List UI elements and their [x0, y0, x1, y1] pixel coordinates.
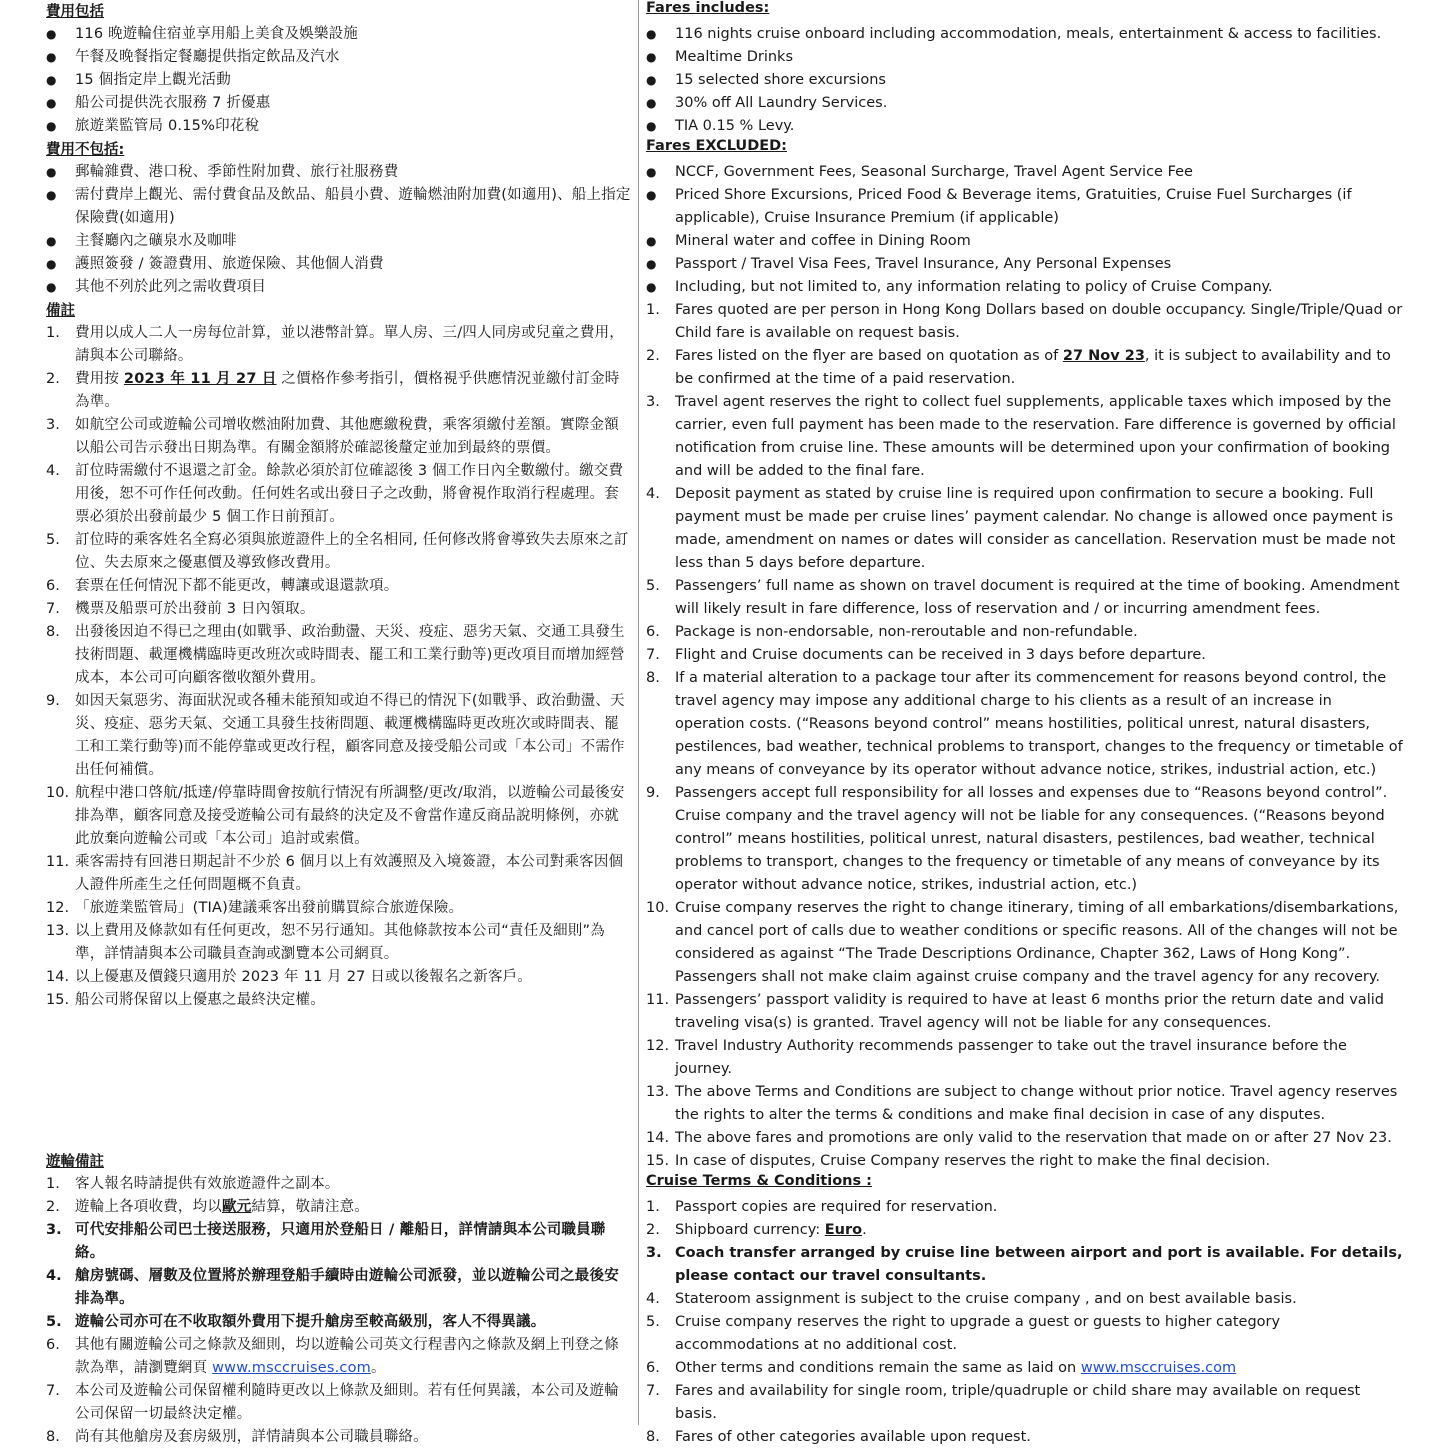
- reference-date: 2023 年 11 月 27 日: [123, 371, 277, 387]
- cruise-terms-heading-en: Cruise Terms & Conditions :: [646, 1173, 872, 1189]
- cruise-item: 3. 可代安排船公司巴士接送服務，只適用於登船日 / 離船日，詳情請與本公司職員聯絡。: [46, 1219, 632, 1265]
- currency-euro-zh: 歐元: [222, 1199, 252, 1215]
- item-number: 5.: [646, 578, 660, 594]
- cruise-item: 5. Cruise company reserves the right to upgrade a guest or guests to higher category accommodations at no additional cost.: [646, 1311, 1406, 1357]
- bullet-icon: ●: [646, 280, 657, 294]
- item-number: 10.: [46, 785, 70, 801]
- bullet-icon: ●: [46, 188, 57, 202]
- numbered-item: 4. 訂位時需繳付不退還之訂金。餘款必須於訂位確認後 3 個工作日內全數繳付。繳交費用後，恕不可作任何改動。任何姓名或出發日子之改動，將會視作取消行程處理。套票必須於出發前最少 5 個工作日前預訂。: [46, 460, 632, 529]
- bullet-icon: ●: [46, 50, 57, 64]
- numbered-item: 4. Deposit payment as stated by cruise line is required upon confirmation to secure a booking. Full payment must be made per cruise lines’ payment calendar. No change is allowed once payment is made, amendment on names or dates will consider as cancellation. Reservation must be made not less than 5 days before departure.: [646, 483, 1406, 575]
- item-number: 6.: [46, 578, 60, 594]
- item-number: 5.: [646, 1314, 660, 1330]
- item-number: 14.: [46, 969, 70, 985]
- numbered-item: 12. Travel Industry Authority recommends passenger to take out the travel insurance before the journey.: [646, 1035, 1406, 1081]
- item-number: 11.: [46, 854, 70, 870]
- item-number: 7.: [46, 1383, 60, 1399]
- item-number: 14.: [646, 1130, 670, 1146]
- bullet-icon: ●: [46, 96, 57, 110]
- bullet-item: ● Passport / Travel Visa Fees, Travel Insurance, Any Personal Expenses: [646, 253, 1406, 276]
- numbered-item: 5. Passengers’ full name as shown on travel document is required at the time of booking. Amendment will likely result in fare difference, loss of reservation and / or incurring amendment fees.: [646, 575, 1406, 621]
- bullet-icon: ●: [46, 257, 57, 271]
- item-number: 7.: [646, 1383, 660, 1399]
- remark-item: 1. 費用以成人二人一房每位計算，並以港幣計算。單人房、三/四人同房或兒童之費用，請與本公司聯絡。: [46, 322, 632, 368]
- bullet-item: ● 116 晚遊輪住宿並享用船上美食及娛樂設施: [46, 23, 632, 46]
- numbered-item: 11. 乘客需持有回港日期起計不少於 6 個月以上有效護照及入境簽證，本公司對乘客因個人證件所產生之任何問題概不負責。: [46, 851, 632, 897]
- item-number: 6.: [646, 1360, 660, 1376]
- bullet-icon: ●: [46, 165, 57, 179]
- item-number: 2.: [46, 371, 60, 387]
- bullet-item: ● 需付費岸上觀光、需付費食品及飲品、船員小費、遊輪燃油附加費(如適用)、船上指定保險費(如適用): [46, 184, 632, 230]
- includes-list-zh: [46, 23, 632, 138]
- bullet-icon: ●: [46, 234, 57, 248]
- bullet-item: ● Mineral water and coffee in Dining Room: [646, 230, 1406, 253]
- item-number: 12.: [46, 900, 70, 916]
- bullet-item: ● 15 個指定岸上觀光活動: [46, 69, 632, 92]
- bullet-item: ● 護照簽發 / 簽證費用、旅遊保險、其他個人消費: [46, 253, 632, 276]
- item-number: 6.: [46, 1337, 60, 1353]
- item-number: 2.: [46, 1199, 60, 1215]
- bullet-item: ● 116 nights cruise onboard including accommodation, meals, entertainment & access to facilities.: [646, 23, 1406, 46]
- cruise-item: 8. 尚有其他艙房及套房級別，詳情請與本公司職員聯絡。: [46, 1426, 632, 1449]
- item-number: 4.: [646, 486, 660, 502]
- item-number: 3.: [46, 417, 60, 433]
- currency-euro-en: Euro: [824, 1222, 863, 1238]
- bullet-item: ● 郵輪雜費、港口稅、季節性附加費、旅行社服務費: [46, 161, 632, 184]
- bullet-icon: ●: [646, 257, 657, 271]
- numbered-item: 15. 船公司將保留以上優惠之最終決定權。: [46, 989, 632, 1012]
- numbered-item: 15. In case of disputes, Cruise Company reserves the right to make the final decision.: [646, 1150, 1406, 1173]
- bullet-icon: ●: [46, 73, 57, 87]
- cruise-item: 6. Other terms and conditions remain the same as laid on www.msccruises.com: [646, 1357, 1406, 1380]
- bullet-icon: ●: [46, 119, 57, 133]
- item-number: 4.: [646, 1291, 660, 1307]
- reference-date-en: 27 Nov 23: [1062, 348, 1145, 364]
- bullet-icon: ●: [646, 234, 657, 248]
- bullet-item: ● Mealtime Drinks: [646, 46, 1406, 69]
- numbered-item: 8. 出發後因迫不得已之理由(如戰爭、政治動盪、天災、疫症、惡劣天氣、交通工具發生技術問題、載運機構臨時更改班次或時間表、罷工和工業行動等)更改項目而增加經營成本，本公司可向顧客徵收額外費用。: [46, 621, 632, 690]
- item-number: 3.: [646, 394, 660, 410]
- excluded-heading-en: Fares EXCLUDED:: [646, 138, 787, 154]
- msc-website-link-zh[interactable]: www.msccruises.com: [212, 1360, 371, 1376]
- item-number: 7.: [46, 601, 60, 617]
- numbered-item: 14. The above fares and promotions are only valid to the reservation that made on or after 27 Nov 23.: [646, 1127, 1406, 1150]
- bullet-icon: ●: [646, 96, 657, 110]
- bullet-icon: ●: [646, 73, 657, 87]
- bullet-item: ● 午餐及晚餐指定餐廳提供指定飲品及汽水: [46, 46, 632, 69]
- excludes-list-zh: [46, 161, 632, 299]
- remarks-list-zh: [46, 414, 632, 1012]
- item-number: 12.: [646, 1038, 670, 1054]
- bullet-item: ● 旅遊業監管局 0.15%印花稅: [46, 115, 632, 138]
- item-number: 1.: [646, 1199, 660, 1215]
- msc-website-link-en[interactable]: www.msccruises.com: [1080, 1360, 1237, 1376]
- bullet-icon: ●: [646, 188, 657, 202]
- cruise-item: 2. 遊輪上各項收費，均以歐元結算，敬請注意。: [46, 1196, 632, 1219]
- numbered-item: 7. Flight and Cruise documents can be received in 3 days before departure.: [646, 644, 1406, 667]
- numbered-item: 9. Passengers accept full responsibility for all losses and expenses due to “Reasons beyond control”. Cruise company and the travel agency will not be liable for any consequences. (“Reasons beyond control” means hostilities, political unrest, natural disasters, pestilences, bad weather, technical problems to transport, changes to the frequency or timetable of any means of conveyance by its operator without advance notice, strikes, industrial action, etc.): [646, 782, 1406, 897]
- cruise-item: 5. 遊輪公司亦可在不收取額外費用下提升艙房至較高級別，客人不得異議。: [46, 1311, 632, 1334]
- remark-item: 2. 費用按 2023 年 11 月 27 日 之價格作參考指引，價格視乎供應情況並繳付訂金時為準。: [46, 368, 632, 414]
- numbered-item: 10. 航程中港口啓航/抵達/停靠時間會按航行情況有所調整/更改/取消，以遊輪公司最後安排為準，顧客同意及接受遊輪公司有最終的決定及不會當作違反商品說明條例，亦就此放棄向遊輪公司或「本公司」追討或索償。: [46, 782, 632, 851]
- item-number: 2.: [646, 348, 660, 364]
- cruise-item: 7. 本公司及遊輪公司保留權利隨時更改以上條款及細則。若有任何異議，本公司及遊輪公司保留一切最終決定權。: [46, 1380, 632, 1426]
- excludes-heading-zh: 費用不包括:: [46, 142, 125, 158]
- cruise-item: 1. 客人報名時請提供有效旅遊證件之副本。: [46, 1173, 632, 1196]
- item-number: 9.: [646, 785, 660, 801]
- numbered-item: 9. 如因天氣惡劣、海面狀況或各種未能預知或迫不得已的情況下(如戰爭、政治動盪、天災、疫症、惡劣天氣、交通工具發生技術問題、載運機構臨時更改班次或時間表、罷工和工業行動等)而不能停靠或更改行程，顧客同意及接受船公司或「本公司」不需作出任何補償。: [46, 690, 632, 782]
- english-column: [646, 0, 1406, 1449]
- cruise-item: 6. 其他有關遊輪公司之條款及細則，均以遊輪公司英文行程書內之條款及網上刊登之條款為準，請瀏覽網頁 www.msccruises.com。: [46, 1334, 632, 1380]
- numbered-item: 5. 訂位時的乘客姓名全寫必須與旅遊證件上的全名相同, 任何修改將會導致失去原來之訂位、失去原來之優惠價及導致修改費用。: [46, 529, 632, 575]
- remarks-heading-zh: 備註: [46, 303, 75, 319]
- numbered-item: 6. Package is non-endorsable, non-reroutable and non-refundable.: [646, 621, 1406, 644]
- item-number: 15.: [646, 1153, 670, 1169]
- bullet-item: ● Including, but not limited to, any information relating to policy of Cruise Company.: [646, 276, 1406, 299]
- item-number: 8.: [46, 624, 60, 640]
- cruise-item: 1. Passport copies are required for reservation.: [646, 1196, 1406, 1219]
- item-number: 15.: [46, 992, 70, 1008]
- item-number: 1.: [46, 1176, 60, 1192]
- bullet-item: ● Priced Shore Excursions, Priced Food & Beverage items, Gratuities, Cruise Fuel Surcharges (if applicable), Cruise Insurance Premium (if applicable): [646, 184, 1406, 230]
- bullet-item: ● 15 selected shore excursions: [646, 69, 1406, 92]
- bullet-icon: ●: [46, 27, 57, 41]
- bullet-item: ● 30% off All Laundry Services.: [646, 92, 1406, 115]
- numbered-item: 11. Passengers’ passport validity is required to have at least 6 months prior the return date and valid traveling visa(s) is granted. Travel agency will not be liable for any consequences.: [646, 989, 1406, 1035]
- numbered-item: 7. 機票及船票可於出發前 3 日內領取。: [46, 598, 632, 621]
- numbered-item: 3. 如航空公司或遊輪公司增收燃油附加費、其他應繳稅費，乘客須繳付差額。實際金額以船公司告示發出日期為準。有關金額將於確認後釐定並加到最終的票價。: [46, 414, 632, 460]
- includes-heading-en: Fares includes:: [646, 0, 770, 16]
- item-number: 4.: [46, 1268, 62, 1284]
- includes-list-en: [646, 23, 1406, 138]
- bullet-item: ● 船公司提供洗衣服務 7 折優惠: [46, 92, 632, 115]
- item-number: 2.: [646, 1222, 660, 1238]
- notes-list-en: [646, 391, 1406, 1173]
- numbered-item: 13. 以上費用及條款如有任何更改，恕不另行通知。其他條款按本公司“責任及細則”為準，詳情請與本公司職員查詢或瀏覽本公司網頁。: [46, 920, 632, 966]
- cruise-item: 8. Fares of other categories available upon request.: [646, 1426, 1406, 1449]
- item-number: 11.: [646, 992, 670, 1008]
- item-number: 8.: [646, 670, 660, 686]
- bullet-item: ● TIA 0.15 % Levy.: [646, 115, 1406, 138]
- item-number: 7.: [646, 647, 660, 663]
- cruise-item: 4. Stateroom assignment is subject to the cruise company , and on best available basis.: [646, 1288, 1406, 1311]
- bullet-icon: ●: [646, 27, 657, 41]
- column-divider: [638, 0, 639, 1425]
- item-number: 13.: [46, 923, 70, 939]
- item-number: 5.: [46, 532, 60, 548]
- numbered-item: 6. 套票在任何情況下都不能更改，轉讓或退還款項。: [46, 575, 632, 598]
- item-number: 5.: [46, 1314, 62, 1330]
- bullet-item: ● NCCF, Government Fees, Seasonal Surcharge, Travel Agent Service Fee: [646, 161, 1406, 184]
- excluded-list-en: [646, 161, 1406, 299]
- chinese-column: [46, 0, 632, 1449]
- note-item: 1. Fares quoted are per person in Hong Kong Dollars based on double occupancy. Single/Triple/Quad or Child fare is available on request basis.: [646, 299, 1406, 345]
- item-number: 3.: [646, 1245, 662, 1261]
- includes-heading-zh: 費用包括: [46, 4, 104, 20]
- bullet-icon: ●: [46, 280, 57, 294]
- item-number: 9.: [46, 693, 60, 709]
- bullet-icon: ●: [646, 165, 657, 179]
- cruise-remarks-heading-zh: 遊輪備註: [46, 1154, 104, 1170]
- bullet-icon: ●: [646, 50, 657, 64]
- numbered-item: 10. Cruise company reserves the right to change itinerary, timing of all embarkations/disembarkations, and cancel port of calls due to weather conditions or specific reasons. All of the changes will not be considered as against “The Trade Descriptions Ordinance, Chapter 362, Laws of Hong Kong”. Passengers shall not make claim against cruise company and the travel agency for any recovery.: [646, 897, 1406, 989]
- item-number: 3.: [46, 1222, 62, 1238]
- item-number: 8.: [646, 1429, 660, 1445]
- bullet-icon: ●: [646, 119, 657, 133]
- cruise-item: 4. 艙房號碼、層數及位置將於辦理登船手續時由遊輪公司派發，並以遊輪公司之最後安排為準。: [46, 1265, 632, 1311]
- item-number: 4.: [46, 463, 60, 479]
- cruise-item: 7. Fares and availability for single room, triple/quadruple or child share may available on request basis.: [646, 1380, 1406, 1426]
- item-number: 1.: [46, 325, 60, 341]
- item-number: 6.: [646, 624, 660, 640]
- numbered-item: 12. 「旅遊業監管局」(TIA)建議乘客出發前購買綜合旅遊保險。: [46, 897, 632, 920]
- cruise-item: 2. Shipboard currency: Euro.: [646, 1219, 1406, 1242]
- numbered-item: 14. 以上優惠及價錢只適用於 2023 年 11 月 27 日或以後報名之新客戶。: [46, 966, 632, 989]
- bullet-item: ● 主餐廳內之礦泉水及咖啡: [46, 230, 632, 253]
- item-number: 13.: [646, 1084, 670, 1100]
- numbered-item: 3. Travel agent reserves the right to collect fuel supplements, applicable taxes which imposed by the carrier, even full payment has been made to the reservation. Fare difference is governed by official notification from cruise line. These amounts will be determined upon your confirmation of booking and will be added to the final fare.: [646, 391, 1406, 483]
- bullet-item: ● 其他不列於此列之需收費項目: [46, 276, 632, 299]
- item-number: 1.: [646, 302, 660, 318]
- item-number: 10.: [646, 900, 670, 916]
- item-number: 8.: [46, 1429, 60, 1445]
- note-item: 2. Fares listed on the flyer are based on quotation as of 27 Nov 23, it is subject to availability and to be confirmed at the time of a paid reservation.: [646, 345, 1406, 391]
- numbered-item: 8. If a material alteration to a package tour after its commencement for reasons beyond control, the travel agency may impose any additional charge to his clients as a result of an increase in operation costs. (“Reasons beyond control” means hostilities, political unrest, natural disasters, pestilences, bad weather, technical problems to transport, changes to the frequency or timetable of any means of conveyance by its operator without advance notice, strikes, industrial action, etc.): [646, 667, 1406, 782]
- numbered-item: 13. The above Terms and Conditions are subject to change without prior notice. Travel agency reserves the rights to alter the terms & conditions and make final decision in case of any disputes.: [646, 1081, 1406, 1127]
- cruise-item: 3. Coach transfer arranged by cruise line between airport and port is available. For details, please contact our travel consultants.: [646, 1242, 1406, 1288]
